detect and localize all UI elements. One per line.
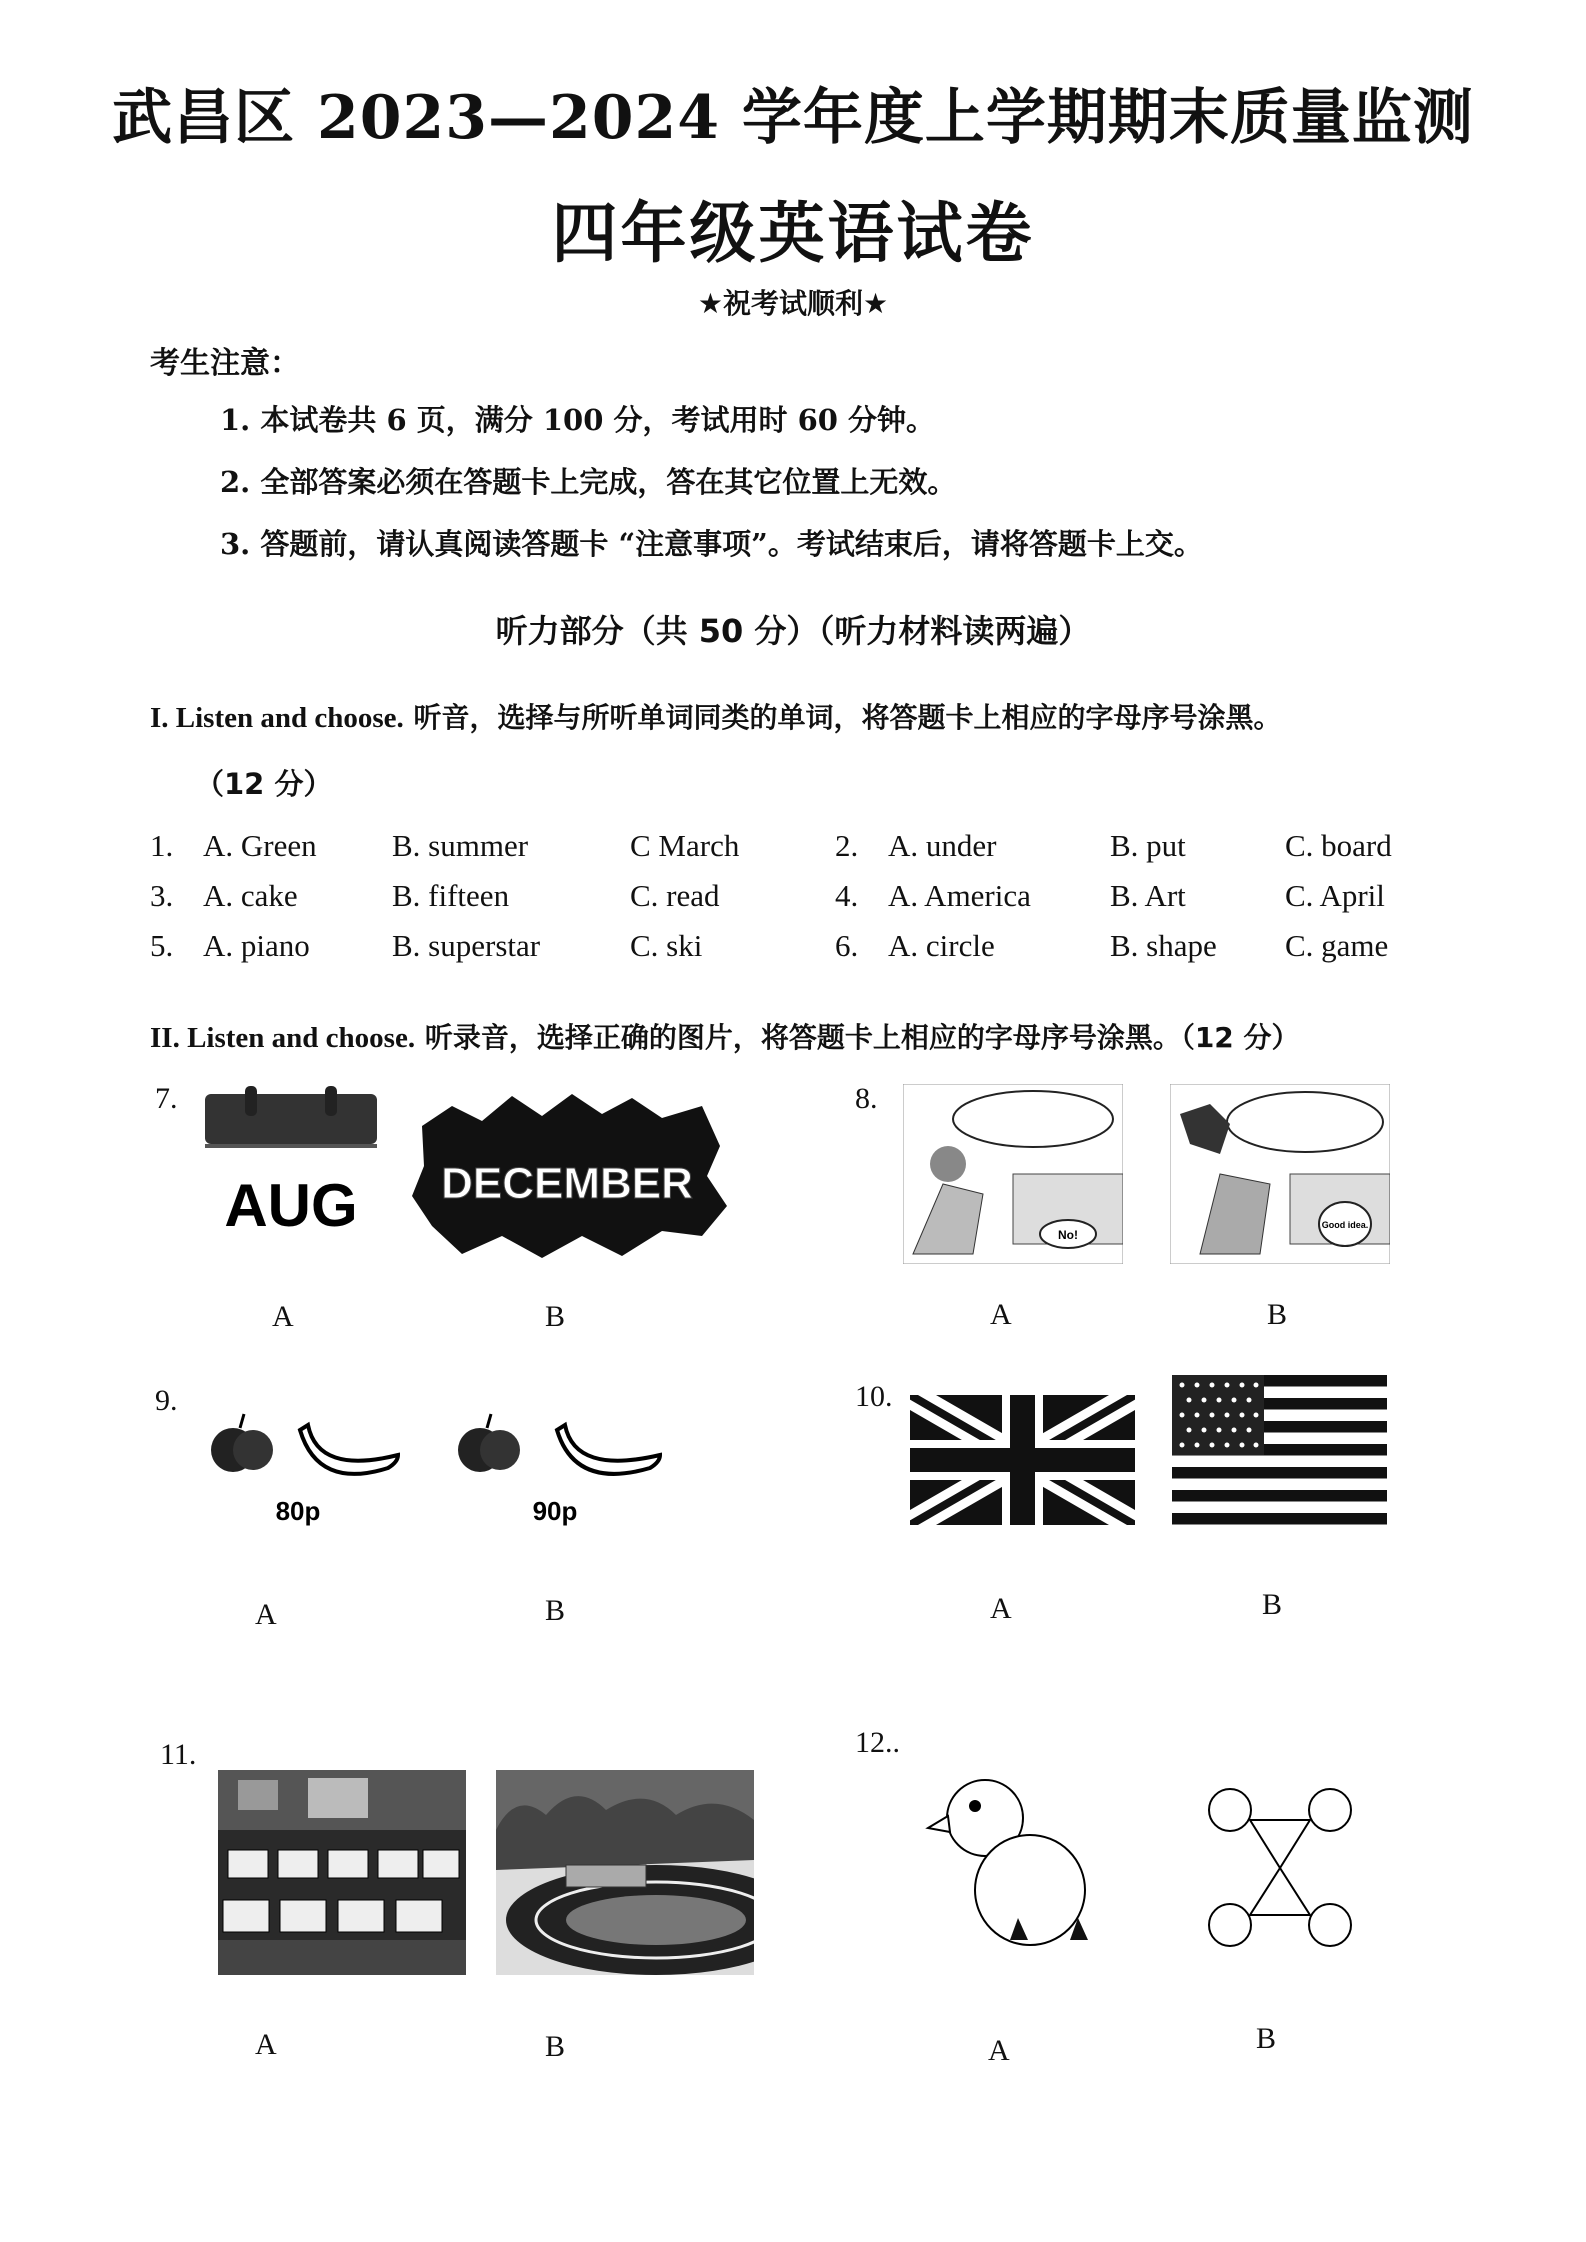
option-a: A. piano [203,928,310,963]
option-c: C. ski [630,928,703,963]
option-b: B. shape [1110,928,1217,963]
classroom-cartoon-a-image [903,1084,1123,1264]
section1-title [150,696,1282,736]
q11-option-b-label: B [545,2030,566,2063]
question-10-number: 10. [855,1380,893,1413]
notice-item-1: 1. 本试卷共 6 页，满分 100 分，考试用时 60 分钟。 [220,403,936,437]
q9-option-a-label: A [255,1598,277,1631]
apple-banana-80p-image [208,1400,408,1530]
option-a: A. Green [203,828,317,863]
option-a: A. circle [888,928,995,963]
q10-option-b-label: B [1262,1588,1283,1621]
playground-track-image [496,1770,754,1975]
section2-title-cn: 听录音，选择正确的图片，将答题卡上相应的字母序号涂黑。（12 分） [415,1021,1300,1054]
option-c: C. game [1285,928,1389,963]
q8-option-a-label: A [990,1298,1012,1331]
apple-banana-90p-image [455,1400,675,1530]
question-number: 6. [835,928,859,963]
option-a: A. cake [203,878,298,913]
december-splash-image [402,1086,732,1266]
q11-option-a-label: A [255,2028,277,2061]
option-b: B. put [1110,828,1186,863]
uk-flag-image [910,1395,1135,1525]
usa-flag-image [1172,1375,1387,1525]
notice-heading: 考生注意： [150,346,300,381]
question-number: 3. [150,878,174,913]
question-11-number: 11. [160,1738,197,1771]
section2-title [150,1016,1300,1056]
option-c: C. April [1285,878,1385,913]
section1-title-cn: 听音，选择与所听单词同类的单词，将答题卡上相应的字母序号涂黑。 [403,701,1282,734]
option-b: B. superstar [392,928,541,963]
q7-option-a-label: A [272,1300,294,1333]
q7-option-b-label: B [545,1300,566,1333]
option-b: B. summer [392,828,529,863]
shape-chick-image [920,1768,1110,1958]
question-8-number: 8. [855,1082,878,1115]
option-b: B. fifteen [392,878,510,913]
shape-circles-image [1200,1780,1360,1955]
question-12-number: 12.. [855,1726,900,1759]
notice-item-3: 3. 答题前，请认真阅读答题卡 “注意事项”。考试结束后，请将答题卡上交。 [220,527,1203,561]
option-a: A. under [888,828,997,863]
price-90p: 90p [532,1496,578,1526]
aug-calendar-image [205,1086,385,1266]
question-number: 2. [835,828,859,863]
option-c: C March [630,828,740,863]
q8-option-b-label: B [1267,1298,1288,1331]
classroom-cartoon-b-image [1170,1084,1390,1264]
section2-title-en: II. Listen and choose. [150,1022,416,1054]
q12-option-a-label: A [988,2034,1010,2067]
question-number: 1. [150,828,174,863]
option-c: C. read [630,878,720,913]
exam-title: 武昌区 2023—2024 学年度上学期期末质量监测 [112,83,1474,153]
question-7-number: 7. [155,1082,178,1115]
price-80p: 80p [275,1496,321,1526]
option-a: A. America [888,878,1031,913]
speech-bubble-no: No! [1058,1228,1078,1242]
exam-subtitle: 四年级英语试卷 [551,194,1035,272]
option-c: C. board [1285,828,1392,863]
computer-room-image [218,1770,466,1975]
section1-title-en: I. Listen and choose. [150,702,404,734]
notice-item-2: 2. 全部答案必须在答题卡上完成，答在其它位置上无效。 [220,465,957,499]
q9-option-b-label: B [545,1594,566,1627]
question-number: 4. [835,878,859,913]
q10-option-a-label: A [990,1592,1012,1625]
question-number: 5. [150,928,174,963]
listening-part-heading: 听力部分（共 50 分）（听力材料读两遍） [495,612,1091,650]
option-b: B. Art [1110,878,1186,913]
section1-points: （12 分） [195,767,333,801]
december-text: DECEMBER [441,1159,693,1208]
q12-option-b-label: B [1256,2022,1277,2055]
speech-bubble-good-idea: Good idea. [1321,1220,1369,1230]
aug-text: AUG [224,1172,358,1239]
question-9-number: 9. [155,1384,178,1417]
good-luck-line: ★祝考试顺利★ [697,287,889,320]
